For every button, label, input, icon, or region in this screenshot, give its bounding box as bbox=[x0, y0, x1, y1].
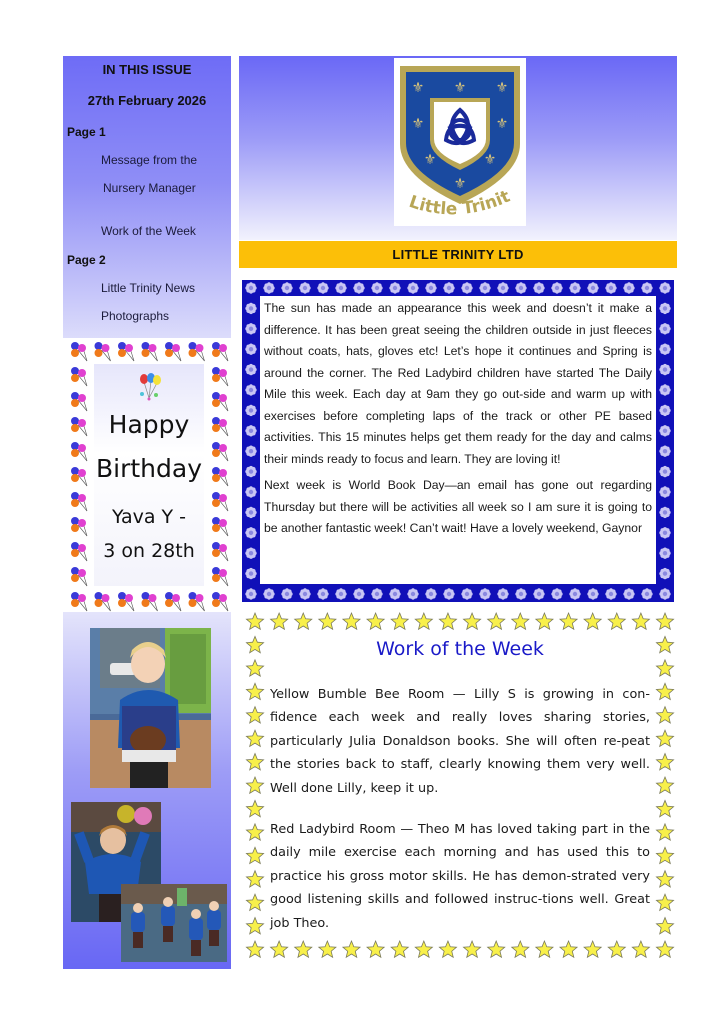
star-icon bbox=[584, 613, 601, 629]
star-icon bbox=[464, 613, 481, 629]
flower-icon bbox=[461, 282, 472, 293]
flower-icon bbox=[659, 507, 670, 518]
flower-icon bbox=[659, 282, 670, 293]
flower-icon bbox=[515, 282, 526, 293]
star-icon bbox=[246, 754, 263, 770]
flower-icon bbox=[245, 548, 256, 559]
flower-icon bbox=[245, 486, 256, 497]
flower-icon bbox=[659, 405, 670, 416]
star-icon bbox=[415, 613, 432, 629]
crest-icon bbox=[394, 58, 526, 226]
balloon-icon bbox=[71, 467, 87, 486]
flower-icon bbox=[479, 282, 490, 293]
flower-icon bbox=[245, 425, 256, 436]
star-icon bbox=[391, 613, 408, 629]
work-title: Work of the Week bbox=[376, 638, 544, 660]
flower-icon bbox=[245, 344, 256, 355]
balloon-icon bbox=[212, 517, 228, 536]
star-icon bbox=[246, 894, 263, 910]
balloon-icon bbox=[142, 342, 158, 361]
balloon-icon bbox=[212, 592, 228, 611]
flower-icon bbox=[659, 588, 670, 599]
star-icon bbox=[343, 941, 360, 957]
issue-date: 27th February 2026 bbox=[87, 93, 207, 108]
star-icon bbox=[656, 824, 673, 840]
star-icon bbox=[246, 683, 263, 699]
header-banner bbox=[239, 56, 677, 240]
star-icon bbox=[608, 613, 625, 629]
flower-icon bbox=[641, 282, 652, 293]
flower-icon bbox=[569, 282, 580, 293]
star-icon bbox=[560, 941, 577, 957]
flower-icon bbox=[641, 588, 652, 599]
star-icon bbox=[439, 613, 456, 629]
toc-item[interactable]: Nursery Manager bbox=[103, 181, 196, 195]
flower-icon bbox=[659, 323, 670, 334]
flower-icon bbox=[659, 486, 670, 497]
star-icon bbox=[656, 754, 673, 770]
balloon-icon bbox=[71, 367, 87, 386]
flower-icon bbox=[443, 282, 454, 293]
flower-icon bbox=[317, 588, 328, 599]
photo-children-running[interactable] bbox=[121, 884, 227, 962]
flower-icon bbox=[515, 588, 526, 599]
svg-text:⚜: ⚜ bbox=[411, 115, 425, 131]
flower-icon bbox=[425, 282, 436, 293]
star-icon bbox=[246, 707, 263, 723]
star-icon bbox=[488, 941, 505, 957]
star-icon bbox=[464, 941, 481, 957]
star-icon bbox=[512, 941, 529, 957]
star-icon bbox=[391, 941, 408, 957]
flower-icon bbox=[371, 588, 382, 599]
flower-icon bbox=[569, 588, 580, 599]
svg-text:⚜: ⚜ bbox=[495, 115, 509, 131]
svg-text:⚜: ⚜ bbox=[453, 175, 467, 191]
star-icon bbox=[271, 613, 288, 629]
flower-icon bbox=[497, 588, 508, 599]
balloon-icon bbox=[95, 342, 111, 361]
flower-icon bbox=[497, 282, 508, 293]
message-paragraph: Next week is World Book Day—an email has gone out regarding Thursday but there will be activities all week so I am sure it is going to be another fantastic week! Can’t wait! Have a lovely weekend, Gaynor bbox=[264, 478, 652, 535]
star-icon bbox=[584, 941, 601, 957]
balloon-icon bbox=[212, 417, 228, 436]
flower-icon bbox=[623, 282, 634, 293]
balloon-icon bbox=[212, 567, 228, 586]
flower-icon bbox=[623, 588, 634, 599]
flower-icon bbox=[605, 588, 616, 599]
balloon-icon bbox=[189, 592, 205, 611]
flower-icon bbox=[389, 588, 400, 599]
flower-icon bbox=[317, 282, 328, 293]
star-icon bbox=[488, 613, 505, 629]
in-this-issue-panel bbox=[63, 56, 231, 338]
star-icon bbox=[295, 613, 312, 629]
star-icon bbox=[367, 613, 384, 629]
flower-icon bbox=[407, 282, 418, 293]
flower-icon bbox=[299, 282, 310, 293]
flower-icon bbox=[263, 588, 274, 599]
star-icon bbox=[439, 941, 456, 957]
balloon-icon bbox=[71, 592, 87, 611]
balloon-icon bbox=[71, 492, 87, 511]
birthday-inner bbox=[94, 364, 204, 586]
balloon-icon bbox=[95, 592, 111, 611]
toc-item[interactable]: Message from the bbox=[101, 153, 198, 167]
balloon-icon bbox=[142, 592, 158, 611]
flower-icon bbox=[659, 527, 670, 538]
flower-icon bbox=[659, 466, 670, 477]
star-icon bbox=[632, 613, 649, 629]
star-icon bbox=[512, 613, 529, 629]
svg-text:⚜: ⚜ bbox=[411, 79, 425, 95]
star-icon bbox=[246, 847, 263, 863]
star-icon bbox=[246, 871, 263, 887]
flower-icon bbox=[281, 588, 292, 599]
flower-icon bbox=[659, 384, 670, 395]
flower-icon bbox=[479, 588, 490, 599]
flower-icon bbox=[533, 282, 544, 293]
flower-icon bbox=[335, 282, 346, 293]
birthday-heading-2: Birthday bbox=[95, 454, 202, 483]
flower-icon bbox=[353, 588, 364, 599]
flower-icon bbox=[245, 282, 256, 293]
photo-child-with-book[interactable] bbox=[90, 628, 211, 788]
star-icon bbox=[656, 730, 673, 746]
star-icon bbox=[656, 941, 673, 957]
flower-icon bbox=[245, 527, 256, 538]
star-icon bbox=[246, 613, 263, 629]
star-icon bbox=[246, 660, 263, 676]
flower-icon bbox=[407, 588, 418, 599]
star-icon bbox=[295, 941, 312, 957]
flower-icon bbox=[443, 588, 454, 599]
birthday-child: Yava Y - bbox=[111, 506, 187, 528]
star-icon bbox=[246, 800, 263, 816]
flower-icon bbox=[353, 282, 364, 293]
svg-text:⚜: ⚜ bbox=[453, 79, 467, 95]
star-icon bbox=[246, 777, 263, 793]
flower-icon bbox=[587, 588, 598, 599]
birthday-heading-1: Happy bbox=[108, 410, 190, 439]
balloon-icon bbox=[212, 442, 228, 461]
balloon-icon bbox=[212, 367, 228, 386]
star-icon bbox=[246, 730, 263, 746]
balloon-icon bbox=[71, 392, 87, 411]
flower-icon bbox=[245, 364, 256, 375]
balloon-icon bbox=[165, 342, 181, 361]
star-icon bbox=[656, 918, 673, 934]
flower-icon bbox=[659, 568, 670, 579]
balloon-icon bbox=[71, 542, 87, 561]
flower-icon bbox=[245, 466, 256, 477]
toc-heading: IN THIS ISSUE bbox=[102, 62, 192, 77]
birthday-box bbox=[66, 338, 232, 612]
flower-icon bbox=[551, 282, 562, 293]
star-icon bbox=[632, 941, 649, 957]
star-icon bbox=[656, 894, 673, 910]
flower-icon bbox=[659, 364, 670, 375]
flower-icon bbox=[335, 588, 346, 599]
star-icon bbox=[656, 613, 673, 629]
balloon-icon bbox=[71, 342, 87, 361]
balloons-icon bbox=[135, 372, 163, 402]
toc-item[interactable]: Little Trinity News bbox=[101, 281, 196, 295]
flower-icon bbox=[245, 323, 256, 334]
balloon-icon bbox=[212, 392, 228, 411]
manager-message bbox=[242, 280, 674, 602]
balloon-icon bbox=[71, 442, 87, 461]
flower-icon bbox=[371, 282, 382, 293]
balloon-icon bbox=[212, 542, 228, 561]
message-body bbox=[260, 296, 656, 584]
balloon-icon bbox=[212, 467, 228, 486]
balloon-icon bbox=[212, 492, 228, 511]
balloon-icon bbox=[71, 417, 87, 436]
star-icon bbox=[415, 941, 432, 957]
flower-icon bbox=[245, 446, 256, 457]
star-icon bbox=[608, 941, 625, 957]
star-icon bbox=[246, 941, 263, 957]
svg-text:⚜: ⚜ bbox=[495, 79, 509, 95]
star-icon bbox=[656, 683, 673, 699]
newsletter-title: LITTLE TRINITY LTD bbox=[239, 241, 677, 268]
balloon-icon bbox=[165, 592, 181, 611]
photo-panel bbox=[63, 612, 231, 969]
flower-icon bbox=[263, 282, 274, 293]
flower-icon bbox=[659, 303, 670, 314]
svg-text:Little Trinity: Little Trinit bbox=[406, 186, 514, 220]
birthday-age: 3 on 28th bbox=[103, 540, 195, 562]
balloon-icon bbox=[212, 342, 228, 361]
flower-icon bbox=[659, 425, 670, 436]
star-icon bbox=[560, 613, 577, 629]
star-icon bbox=[656, 800, 673, 816]
flower-icon bbox=[551, 588, 562, 599]
flower-icon bbox=[461, 588, 472, 599]
work-of-the-week bbox=[243, 610, 677, 962]
flower-icon bbox=[245, 588, 256, 599]
flower-icon bbox=[659, 446, 670, 457]
work-entry: Yellow Bumble Bee Room — Lilly S is growing in con-fidence each week and really loves sharing stories, particularly Julia Donaldson books. She will often re-peat the stories back to staff, clearly knowing them very well. Well done Lilly, keep it up. bbox=[270, 687, 650, 796]
balloon-icon bbox=[71, 517, 87, 536]
star-icon bbox=[656, 847, 673, 863]
balloon-icon bbox=[71, 567, 87, 586]
toc-page-label: Page 1 bbox=[67, 125, 106, 139]
star-icon bbox=[343, 613, 360, 629]
flower-icon bbox=[245, 303, 256, 314]
star-icon bbox=[319, 613, 336, 629]
star-icon bbox=[246, 918, 263, 934]
star-icon bbox=[656, 777, 673, 793]
balloon-icon bbox=[118, 592, 134, 611]
flower-icon bbox=[299, 588, 310, 599]
star-icon bbox=[367, 941, 384, 957]
flower-icon bbox=[659, 548, 670, 559]
flower-icon bbox=[659, 344, 670, 355]
flower-icon bbox=[605, 282, 616, 293]
star-icon bbox=[656, 707, 673, 723]
flower-icon bbox=[245, 384, 256, 395]
flower-icon bbox=[389, 282, 400, 293]
logo bbox=[394, 58, 526, 226]
flower-icon bbox=[587, 282, 598, 293]
toc-item[interactable]: Work of the Week bbox=[101, 224, 196, 238]
star-icon bbox=[271, 941, 288, 957]
toc-item[interactable]: Photographs bbox=[101, 309, 170, 323]
star-icon bbox=[536, 941, 553, 957]
flower-icon bbox=[533, 588, 544, 599]
star-icon bbox=[536, 613, 553, 629]
work-entry: Red Ladybird Room — Theo M has loved taking part in the daily mile exercise each morning and has used this to practice his gross motor skills. He has demon-strated very good listening skills and followed instruc-tions well. Great job Theo. bbox=[270, 822, 650, 931]
toc-page-label: Page 2 bbox=[67, 253, 106, 267]
star-icon bbox=[656, 660, 673, 676]
star-icon bbox=[246, 824, 263, 840]
svg-text:⚜: ⚜ bbox=[483, 151, 497, 167]
flower-icon bbox=[281, 282, 292, 293]
flower-icon bbox=[245, 568, 256, 579]
flower-icon bbox=[245, 405, 256, 416]
balloon-icon bbox=[118, 342, 134, 361]
star-icon bbox=[656, 871, 673, 887]
star-icon bbox=[319, 941, 336, 957]
flower-icon bbox=[425, 588, 436, 599]
svg-text:⚜: ⚜ bbox=[423, 151, 437, 167]
message-paragraph: The sun has made an appearance this week and doesn’t it make a difference. It has been great seeing the children outside in just fleeces without coats, hats, gloves etc! Let’s hope it continues and Spring is around the corner. The Red Ladybird children have started The Daily Mile this week. Each day at 9am they go out-side and warm up with exercises before completing laps of the track or other PE based activities. This 15 minutes helps get them ready for the day and calms their minds ready to focus and learn. They are loving it! bbox=[264, 301, 652, 466]
flower-icon bbox=[245, 507, 256, 518]
balloon-icon bbox=[189, 342, 205, 361]
